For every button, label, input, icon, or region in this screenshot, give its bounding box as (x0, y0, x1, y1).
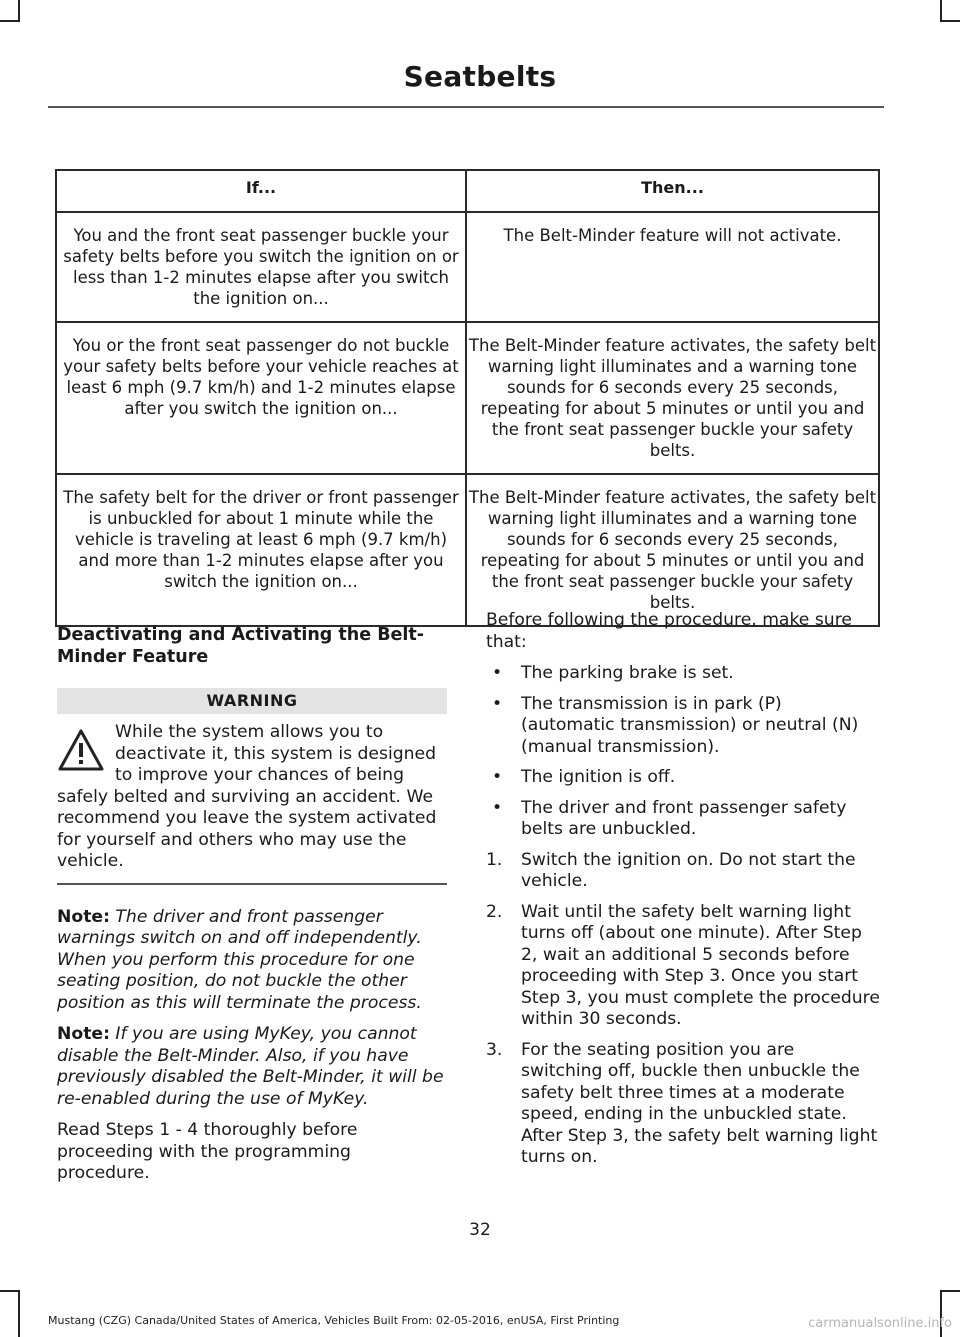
crop-mark (940, 1290, 960, 1292)
crop-mark (0, 20, 20, 22)
list-item (486, 798, 880, 841)
crop-mark (940, 20, 960, 22)
step-number: 3. (486, 1039, 503, 1060)
bullet-mark: • (492, 663, 503, 683)
step-text: Switch the ignition on. Do not start the vehicle. (521, 849, 856, 891)
right-column (486, 610, 880, 1178)
note-paragraph (57, 907, 447, 1015)
step-item (486, 902, 880, 1031)
table-row (56, 474, 879, 626)
footer-text: Mustang (CZG) Canada/United States of America, Vehicles Built From: 02-05-2016, enUSA, First Printing (48, 1314, 620, 1327)
warning-text: While the system allows you to deactivate it, this system is designed to improve your chances of being safely belted and surviving an accident. We recommend you leave the system activated for yourself and others who may use the vehicle. (57, 722, 437, 871)
crop-mark (18, 1290, 20, 1337)
procedure-steps (486, 850, 880, 1169)
watermark: carmanualsonline.info (808, 1316, 952, 1331)
list-item (486, 767, 880, 789)
table-header-if: If... (56, 170, 466, 212)
table-cell-then: The Belt-Minder feature will not activate. (466, 212, 879, 322)
step-item (486, 850, 880, 893)
read-steps-paragraph: Read Steps 1 - 4 thoroughly before proceeding with the programming procedure. (57, 1120, 358, 1183)
table-row (56, 322, 879, 474)
list-item (486, 663, 880, 685)
table-cell-if: You or the front seat passenger do not buckle your safety belts before your vehicle reaches at least 6 mph (9.7 km/h) and 1-2 minutes elapse after you switch the ignition on... (56, 322, 466, 474)
list-item-text: The ignition is off. (521, 767, 676, 787)
list-item (486, 694, 880, 759)
table-header-row (56, 170, 879, 212)
bullet-mark: • (492, 693, 503, 714)
note-text: The driver and front passenger warnings switch on and off independently. When you perform this procedure for one seating position, do not buckle the other position as this will terminate the process. (57, 906, 422, 1013)
if-then-table (55, 169, 880, 627)
step-number: 1. (486, 849, 503, 870)
list-item-text: The parking brake is set. (521, 663, 734, 683)
table-row (56, 212, 879, 322)
table-header-then: Then... (466, 170, 879, 212)
step-text: For the seating position you are switching off, buckle then unbuckle the safety belt three times at a moderate speed, ending in the unbuckled state. After Step 3, the safety belt warning light turns on. (521, 1039, 878, 1167)
page-title: Seatbelts (403, 60, 557, 93)
left-column (57, 624, 447, 1195)
table-cell-if: The safety belt for the driver or front passenger is unbuckled for about 1 minute while the vehicle is traveling at least 6 mph (9.7 km/h) and more than 1-2 minutes elapse after you switch the ignition on... (56, 474, 466, 626)
warning-triangle-icon (57, 728, 105, 772)
list-item-text: The transmission is in park (P) (automatic transmission) or neutral (N) (manual transmission). (521, 693, 859, 757)
crop-mark (940, 0, 942, 22)
crop-mark (18, 0, 20, 22)
page-number: 32 (469, 1220, 491, 1240)
section-heading: Deactivating and Activating the Belt-Minder Feature (57, 625, 425, 667)
warning-box (57, 722, 447, 885)
note-paragraph (57, 1024, 447, 1110)
table-cell-if: You and the front seat passenger buckle your safety belts before you switch the ignition on or less than 1-2 minutes elapse after you switch the ignition on... (56, 212, 466, 322)
note-label: Note: (57, 906, 110, 927)
note-text: If you are using MyKey, you cannot disable the Belt-Minder. Also, if you have previously disabled the Belt-Minder, it will be re-enabled during the use of MyKey. (57, 1024, 444, 1109)
bullet-mark: • (492, 797, 503, 818)
header-divider (48, 106, 884, 108)
step-number: 2. (486, 901, 503, 922)
warning-label: WARNING (57, 688, 447, 714)
crop-mark (0, 1290, 20, 1292)
table-cell-then: The Belt-Minder feature activates, the safety belt warning light illuminates and a warning tone sounds for 6 seconds every 25 seconds, repeating for about 5 minutes or until you and the front seat passenger buckle your safety belts. (466, 474, 879, 626)
list-item-text: The driver and front passenger safety belts are unbuckled. (521, 797, 847, 839)
step-text: Wait until the safety belt warning light turns off (about one minute). After Step 2, wait an additional 5 seconds before proceeding with Step 3. Once you start Step 3, you must complete the procedure within 30 seconds. (521, 901, 880, 1029)
intro-paragraph: Before following the procedure, make sure that: (486, 610, 852, 652)
note-label: Note: (57, 1024, 110, 1044)
step-item (486, 1040, 880, 1169)
bullet-mark: • (492, 767, 503, 787)
precondition-list (486, 663, 880, 841)
table-cell-then: The Belt-Minder feature activates, the safety belt warning light illuminates and a warning tone sounds for 6 seconds every 25 seconds, repeating for about 5 minutes or until you and the front seat passenger buckle your safety belts. (466, 322, 879, 474)
